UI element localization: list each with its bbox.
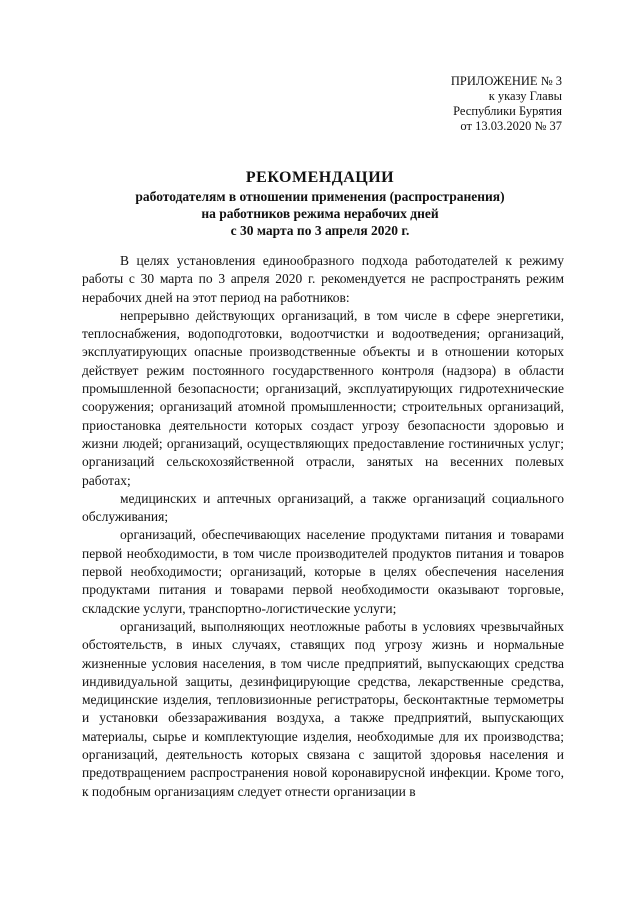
subtitle-line-1: работодателям в отношении применения (распространения) xyxy=(135,189,505,204)
appendix-date: от 13.03.2020 № 37 xyxy=(460,119,562,133)
appendix-republic: Республики Бурятия xyxy=(453,104,562,118)
appendix-block xyxy=(451,74,562,134)
paragraph-intro: В целях установления единообразного подхода работодателей к режиму работы с 30 марта по 3 апреля 2020 г. рекомендуется не распространять режим нерабочих дней на этот период на работников: xyxy=(82,253,564,305)
document-title: РЕКОМЕНДАЦИИ xyxy=(245,169,395,186)
appendix-decree: к указу Главы xyxy=(488,89,562,103)
paragraph-medical-orgs: медицинских и аптечных организаций, а также организаций социального обслуживания; xyxy=(82,490,564,525)
paragraph-continuous-orgs: непрерывно действующих организаций, в том числе в сфере энергетики, теплоснабжения, водоподготовки, водоотчистки и водоотведения; организаций, эксплуатирующих опасные производственные объекты и в отношении которых действует режим постоянного государственного контроля (надзора) в области промышленной безопасности; организаций, эксплуатирующих гидротехнические сооружения; организаций атомной промышленности; строительных организаций, приостановка деятельности которых создаст угрозу безопасности здоровью и жизни людей; организаций, осуществляющих предоставление гостиничных услуг; организаций сельскохозяйственной отрасли, занятых на весенних полевых работах; xyxy=(82,307,564,488)
document-heading xyxy=(60,167,580,239)
document-body xyxy=(82,252,564,801)
subtitle-line-3: с 30 марта по 3 апреля 2020 г. xyxy=(230,223,410,238)
paragraph-emergency-orgs: организаций, выполняющих неотложные работы в условиях чрезвычайных обстоятельств, в иных случаях, ставящих под угрозу жизнь и нормальные жизненные условия населения, в том числе предприятий, выпускающих средства индивидуальной защиты, дезинфицирующие средства, лекарственные средства, медицинские изделия, тепловизионные регистраторы, бесконтактные термометры и установки обеззараживания воздуха, а также предприятий, выпускающих материалы, сырье и комплектующие изделия, необходимые для их производства; организаций, деятельность которых связана с защитой здоровья населения и предотвращением распространения новой коронавирусной инфекции. Кроме того, к подобным организациям следует отнести организации в xyxy=(82,618,564,799)
subtitle-line-2: на работников режима нерабочих дней xyxy=(201,206,439,221)
appendix-number: ПРИЛОЖЕНИЕ № 3 xyxy=(450,74,562,88)
paragraph-food-supply-orgs: организаций, обеспечивающих население продуктами питания и товарами первой необходимости, в том числе производителей продуктов питания и товаров первой необходимости; организаций, которые в целях обеспечения населения продуктами питания и товарами первой необходимости оказывают торговые, складские услуги, транспортно-логистические услуги; xyxy=(82,527,564,616)
